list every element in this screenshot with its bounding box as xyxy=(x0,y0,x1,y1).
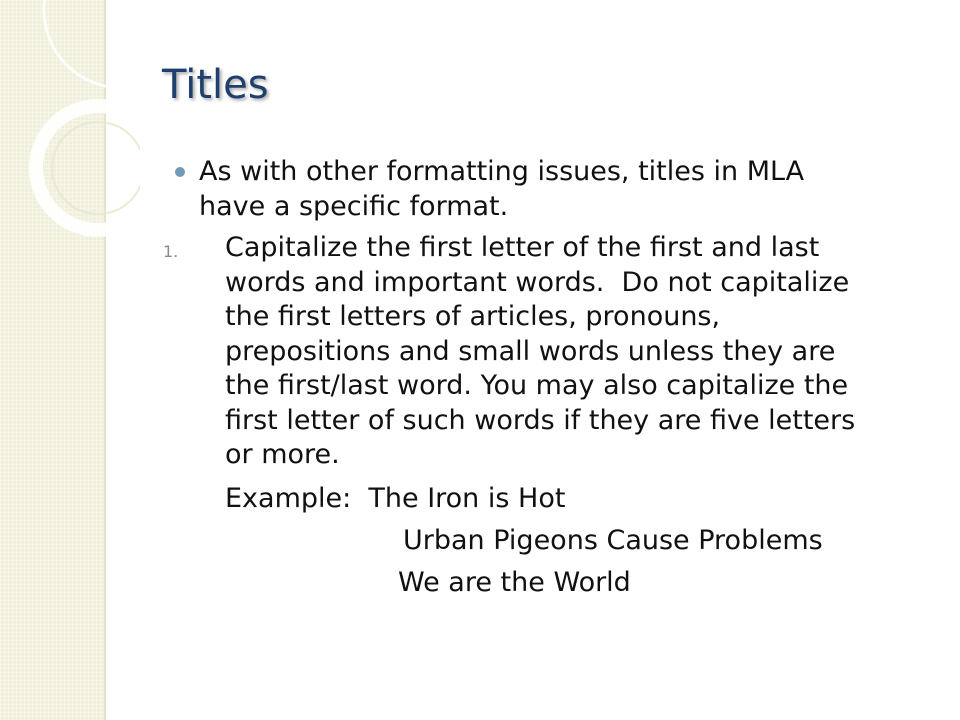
slide-title: Titles xyxy=(162,62,269,108)
inner-decorative-circle xyxy=(52,122,140,214)
example-line: Example: The Iron is Hot xyxy=(225,483,566,514)
numbered-item-text: Capitalize the first letter of the first and last words and important words. Do not capitalize the first letters of articles, pronouns, prepositions and small words unless they are the first/last word. You may also capitalize the first letter of such words if they are five letters or more. xyxy=(225,232,856,470)
example-title-3: We are the World xyxy=(398,567,631,598)
bullet-dot-icon xyxy=(175,167,185,177)
list-number: 1. xyxy=(163,242,179,261)
large-decorative-circle xyxy=(44,0,140,88)
bullet-text: As with other formatting issues, titles in MLA have a specific format. xyxy=(199,156,805,222)
example-title-2: Urban Pigeons Cause Problems xyxy=(403,525,823,556)
decorative-circles xyxy=(0,0,140,260)
